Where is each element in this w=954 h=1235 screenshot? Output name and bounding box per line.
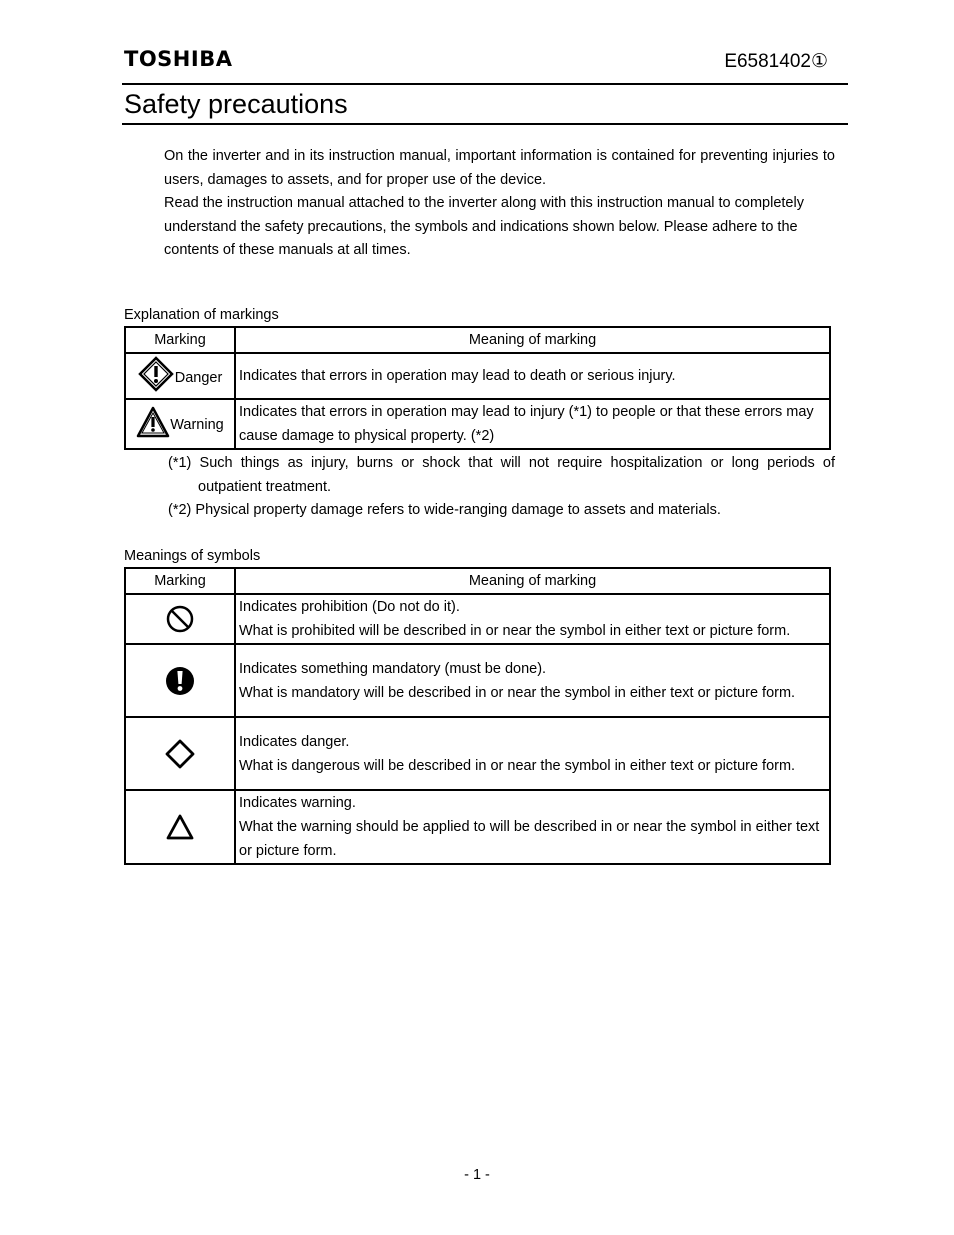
meaning-cell: Indicates something mandatory (must be done). What is mandatory will be described in or near the symbol in either text or picture form. <box>235 644 830 717</box>
markings-col-meaning: Meaning of marking <box>235 327 830 353</box>
table-row <box>125 717 830 790</box>
mandatory-icon <box>164 665 196 697</box>
symbol-cell <box>125 790 235 864</box>
table-row <box>125 644 830 717</box>
markings-col-marking: Marking <box>125 327 235 353</box>
warning-label: Warning <box>170 417 224 433</box>
intro-text <box>164 145 835 263</box>
symbol-cell <box>125 644 235 717</box>
page-number: - 1 - <box>464 1167 490 1183</box>
markings-caption: Explanation of markings <box>124 307 279 323</box>
title-rule <box>122 123 848 125</box>
meaning-cell: Indicates prohibition (Do not do it). What is prohibited will be described in or near the symbol in either text or picture form. <box>235 594 830 644</box>
symbols-col-meaning: Meaning of marking <box>235 568 830 594</box>
note-2: (*2) Physical property damage refers to wide-ranging damage to assets and materials. <box>168 502 721 518</box>
table-row <box>125 399 830 449</box>
intro-paragraph-1: On the inverter and in its instruction manual, important information is contained for preventing injuries to users, damages to assets, and for proper use of the device. <box>164 148 835 188</box>
symbol-cell <box>125 717 235 790</box>
symbols-col-marking: Marking <box>125 568 235 594</box>
page-title: Safety precautions <box>124 89 348 119</box>
marking-cell <box>125 353 235 399</box>
meaning-cell: Indicates warning. What the warning should be applied to will be described in or near the symbol in either text or picture form. <box>235 790 830 864</box>
note-1: (*1) Such things as injury, burns or shock that will not require hospitalization or long periods of outpatient treatment. <box>168 455 835 495</box>
table-row <box>125 353 830 399</box>
table-row <box>125 594 830 644</box>
danger-label: Danger <box>174 370 223 386</box>
intro-paragraph-2: Read the instruction manual attached to the inverter along with this instruction manual to completely understand the safety precautions, the symbols and indications shown below. Please adhere to the contents of these manuals at all times. <box>164 195 804 258</box>
warning-triangle-outline-icon <box>165 813 195 841</box>
danger-diamond-icon <box>138 356 174 392</box>
table-row <box>125 790 830 864</box>
danger-diamond-outline-icon <box>164 738 196 770</box>
markings-table <box>124 326 831 450</box>
markings-notes <box>168 452 835 523</box>
meaning-cell: Indicates that errors in operation may lead to injury (*1) to people or that these errors may cause damage to physical property. (*2) <box>235 399 830 449</box>
document-id: E6581402① <box>724 51 828 72</box>
prohibition-icon <box>165 604 195 634</box>
meaning-cell: Indicates that errors in operation may lead to death or serious injury. <box>235 353 830 399</box>
symbols-caption: Meanings of symbols <box>124 548 261 564</box>
marking-cell <box>125 399 235 449</box>
warning-triangle-icon <box>136 406 170 438</box>
symbol-cell <box>125 594 235 644</box>
header-rule <box>122 83 848 85</box>
markings-header-row <box>125 327 830 353</box>
brand-logo: TOSHIBA <box>124 47 233 71</box>
symbols-header-row <box>125 568 830 594</box>
meaning-cell: Indicates danger. What is dangerous will be described in or near the symbol in either text or picture form. <box>235 717 830 790</box>
symbols-table <box>124 567 831 865</box>
